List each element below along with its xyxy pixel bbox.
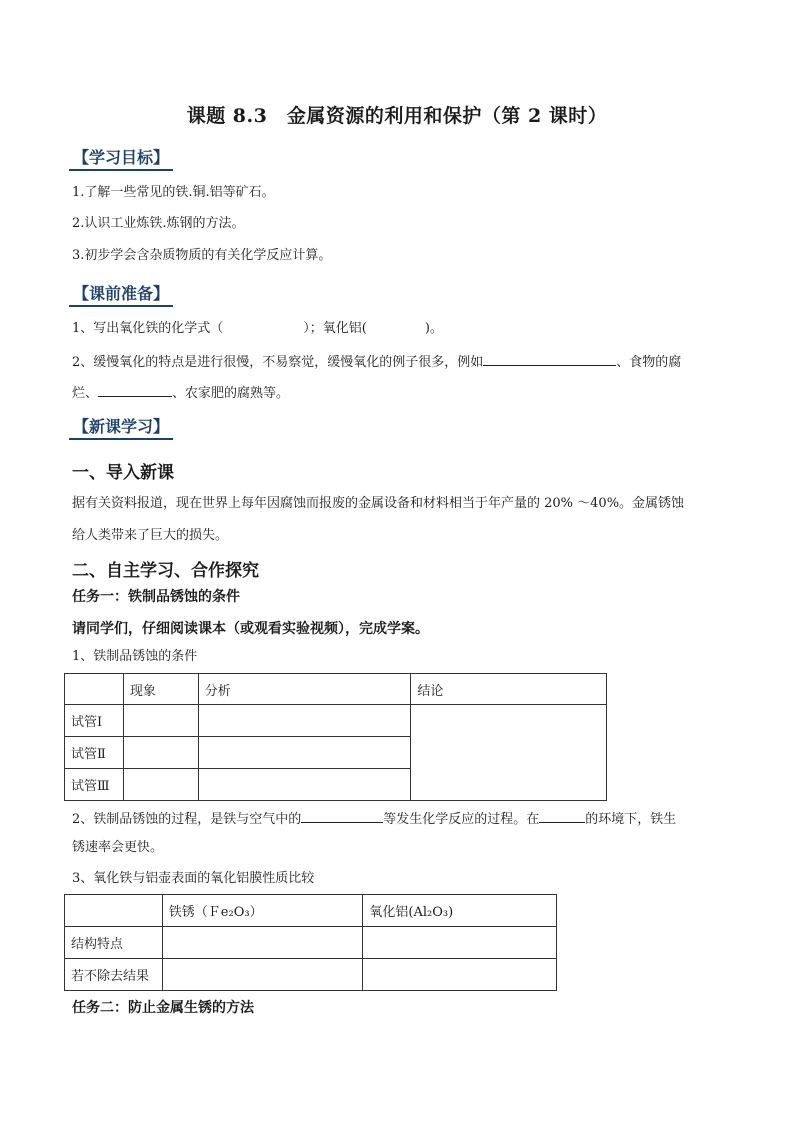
item-2-text-b: 等发生化学反应的过程。在	[383, 812, 540, 827]
prep-q2-text-a: 2、缓慢氧化的特点是进行很慢，不易察觉，缓慢氧化的例子很多，例如	[72, 355, 484, 370]
table-header-cell: 现象	[123, 674, 198, 705]
instruction-text: 请同学们，仔细阅读课本（或观看实验视频），完成学案。	[72, 621, 429, 637]
rust-conditions-table	[64, 673, 607, 801]
prep-q1-text-b: ）；氧化铝(	[303, 321, 367, 336]
table-row	[65, 959, 557, 991]
item-2-line-1	[72, 808, 676, 829]
table-cell[interactable]	[198, 705, 411, 737]
intro-line-1: 据有关资料报道，现在世界上每年因腐蚀而报废的金属设备和材料相当于年产量的 20% ～40%。金属锈蚀	[72, 496, 685, 511]
row-label: 试管Ⅲ	[65, 769, 124, 801]
section-heading-new: 【新课学习】	[69, 416, 173, 438]
row-label: 若不除去结果	[65, 959, 163, 991]
table-row	[65, 705, 607, 737]
prep-q2-text-c: 烂、	[72, 386, 99, 401]
row-label: 试管Ⅱ	[65, 737, 124, 769]
table-header-row	[65, 895, 557, 927]
section-heading-prep: 【课前准备】	[69, 283, 173, 305]
table-header-cell: 铁锈（Ｆe₂O₃）	[162, 895, 363, 927]
table-cell[interactable]	[162, 959, 363, 991]
table-cell[interactable]	[198, 737, 411, 769]
answer-blank[interactable]	[483, 351, 616, 366]
lesson-heading-2: 二、自主学习、合作探究	[72, 561, 259, 581]
prep-q1-text-c: )。	[424, 321, 443, 336]
prep-question-2-cont	[72, 382, 289, 403]
task-1-heading: 任务一：铁制品锈蚀的条件	[72, 589, 240, 605]
table-cell[interactable]	[198, 769, 411, 801]
table-cell[interactable]	[162, 927, 363, 959]
row-label: 试管Ⅰ	[65, 705, 124, 737]
table-cell[interactable]	[123, 769, 198, 801]
table-header-cell	[65, 895, 163, 927]
item-2-line-2: 锈速率会更快。	[72, 840, 164, 855]
answer-blank[interactable]	[539, 808, 585, 823]
row-label: 结构特点	[65, 927, 163, 959]
table-cell[interactable]	[123, 737, 198, 769]
goal-item-2: 2.认识工业炼铁.炼钢的方法。	[72, 216, 245, 231]
lesson-heading-1: 一、导入新课	[72, 463, 174, 483]
prep-question-1	[72, 320, 443, 338]
table-header-cell: 结论	[411, 674, 607, 705]
prep-q1-text-a: 1、写出氧化铁的化学式（	[72, 321, 224, 336]
table-cell[interactable]	[123, 705, 198, 737]
table-header-cell: 氧化铝(Al₂O₃)	[363, 895, 557, 927]
table-cell[interactable]	[363, 927, 557, 959]
item-2-text-c: 的环境下，铁生	[585, 812, 677, 827]
table-header-cell	[65, 674, 124, 705]
task-2-heading: 任务二：防止金属生锈的方法	[72, 1000, 254, 1016]
answer-blank[interactable]	[301, 808, 383, 823]
prep-q2-text-b: 、食物的腐	[616, 355, 682, 370]
oxide-comparison-table	[64, 894, 557, 991]
item-2-text-a: 2、铁制品锈蚀的过程，是铁与空气中的	[72, 812, 302, 827]
table-row	[65, 927, 557, 959]
prep-question-2	[72, 351, 681, 372]
goal-item-3: 3.初步学会含杂质物质的有关化学反应计算。	[72, 248, 332, 263]
table-header-row	[65, 674, 607, 705]
answer-blank[interactable]	[98, 382, 172, 397]
table-header-cell: 分析	[198, 674, 411, 705]
prep-q2-text-d: 、农家肥的腐熟等。	[172, 386, 290, 401]
goal-item-1: 1.了解一些常见的铁.铜.铝等矿石。	[72, 185, 275, 200]
page-title: 课题 8.3 金属资源的利用和保护（第 2 课时）	[186, 105, 608, 127]
section-heading-goals: 【学习目标】	[69, 147, 173, 169]
item-3-label: 3、氧化铁与铝壶表面的氧化铝膜性质比较	[72, 871, 315, 886]
intro-line-2: 给人类带来了巨大的损失。	[72, 528, 229, 543]
table-cell[interactable]	[363, 959, 557, 991]
item-1-label: 1、铁制品锈蚀的条件	[72, 649, 198, 664]
conclusion-cell[interactable]	[411, 705, 607, 801]
